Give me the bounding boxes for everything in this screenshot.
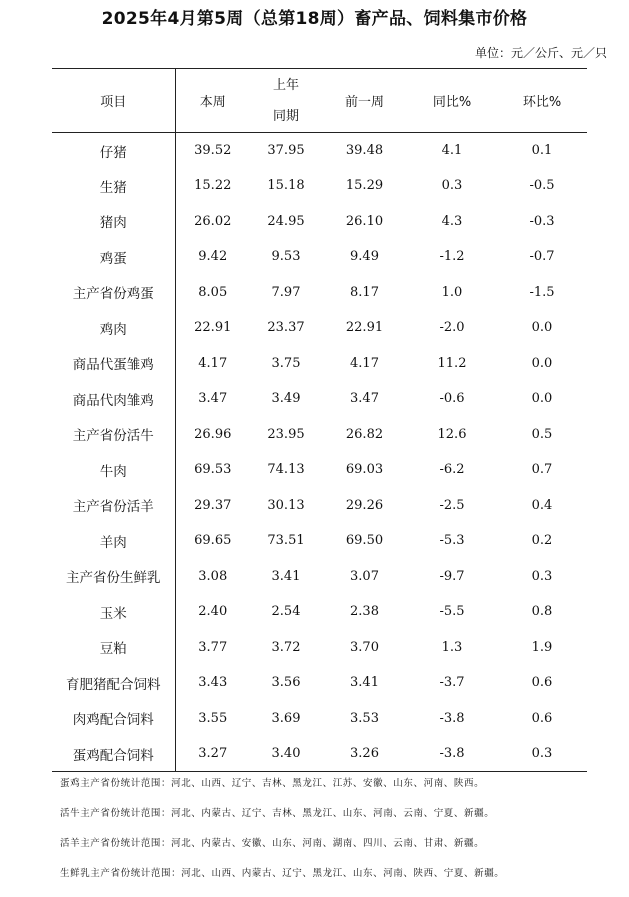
- cell-this-week: 9.42: [198, 249, 228, 265]
- cell-yoy: 12.6: [437, 426, 467, 442]
- cell-last-year: 73.51: [267, 533, 305, 549]
- cell-prev-week: 3.26: [322, 736, 407, 772]
- cell-wow: 0.3: [497, 736, 587, 772]
- cell-yoy: -3.8: [439, 710, 465, 726]
- cell-last-year: 15.18: [267, 178, 305, 194]
- cell-wow: 0.6: [531, 675, 553, 691]
- cell-wow: 0.1: [531, 143, 553, 158]
- cell-prev-week: 15.29: [345, 178, 384, 194]
- cell-wow: -1.5: [529, 284, 555, 300]
- table-row: [52, 133, 587, 169]
- cell-this-week: 2.40: [198, 604, 228, 620]
- footnote-cattle: 活牛主产省份统计范围：河北、内蒙古、辽宁、吉林、黑龙江、山东、河南、云南、宁夏、新疆。: [60, 808, 495, 819]
- row-item-name: 商品代肉雏鸡: [52, 381, 175, 417]
- table-row: [52, 168, 587, 204]
- table-row: [52, 346, 587, 382]
- row-item-name: 商品代蛋雏鸡: [52, 346, 175, 382]
- footnote-egg: 蛋鸡主产省份统计范围：河北、山西、辽宁、吉林、黑龙江、江苏、安徽、山东、河南、陕西。: [60, 778, 485, 789]
- row-item-name: 主产省份生鲜乳: [52, 559, 175, 595]
- cell-wow: 0.0: [531, 355, 553, 371]
- cell-prev-week: 39.48: [345, 143, 384, 158]
- row-item-name: 猪肉: [52, 204, 175, 240]
- cell-wow: -0.7: [529, 249, 555, 265]
- table-body: [52, 133, 587, 772]
- cell-this-week: 3.27: [175, 736, 250, 772]
- cell-last-year: 37.95: [267, 143, 305, 158]
- cell-last-year: 3.72: [271, 639, 301, 655]
- table-row: [52, 239, 587, 275]
- cell-last-year: 30.13: [267, 497, 305, 513]
- cell-wow: 0.6: [531, 710, 553, 726]
- footnote-milk: 生鲜乳主产省份统计范围：河北、山西、内蒙古、辽宁、黑龙江、山东、河南、陕西、宁夏、新疆。: [60, 868, 505, 879]
- cell-this-week: 8.05: [198, 284, 228, 300]
- cell-this-week: 29.37: [194, 497, 232, 513]
- cell-this-week: 69.53: [194, 462, 232, 478]
- cell-prev-week: 26.10: [345, 213, 384, 229]
- row-item-name: 鸡肉: [52, 310, 175, 346]
- cell-wow: 1.9: [531, 639, 553, 655]
- cell-this-week: 4.17: [198, 355, 228, 371]
- cell-prev-week: 8.17: [350, 284, 379, 300]
- cell-prev-week: 4.17: [350, 355, 379, 371]
- header-prev-week: 前一周: [322, 69, 407, 133]
- cell-last-year: 23.95: [267, 426, 305, 442]
- cell-yoy: -3.8: [407, 736, 497, 772]
- unit-label: 单位：元／公斤、元／只: [474, 46, 607, 60]
- cell-yoy: -3.7: [439, 675, 465, 691]
- cell-prev-week: 9.49: [350, 249, 379, 265]
- cell-this-week: 3.55: [198, 710, 228, 726]
- price-table-container: [52, 68, 587, 772]
- header-last-year-line2: 同期: [272, 108, 299, 124]
- cell-yoy: -2.0: [439, 320, 465, 336]
- header-last-year-line1: 上年: [272, 77, 299, 93]
- table-row: [52, 452, 587, 488]
- cell-this-week: 3.43: [198, 675, 228, 691]
- cell-wow: 0.5: [531, 426, 553, 442]
- header-last-year: [250, 69, 322, 133]
- row-item-name: 蛋鸡配合饲料: [52, 736, 175, 772]
- cell-this-week: 26.96: [194, 426, 232, 442]
- table-row: [52, 594, 587, 630]
- header-wow: 环比%: [497, 69, 587, 133]
- cell-this-week: 22.91: [194, 320, 232, 336]
- footnote-sheep: 活羊主产省份统计范围：河北、内蒙古、安徽、山东、河南、湖南、四川、云南、甘肃、新疆。: [60, 838, 485, 849]
- cell-yoy: 11.2: [437, 355, 467, 371]
- cell-this-week: 3.77: [198, 639, 228, 655]
- cell-last-year: 9.53: [271, 249, 301, 265]
- cell-this-week: 26.02: [194, 213, 232, 229]
- row-item-name: 玉米: [52, 594, 175, 630]
- cell-last-year: 24.95: [267, 213, 305, 229]
- row-item-name: 主产省份鸡蛋: [52, 275, 175, 311]
- row-item-name: 主产省份活牛: [52, 417, 175, 453]
- cell-wow: 0.0: [531, 391, 553, 407]
- cell-last-year: 23.37: [267, 320, 305, 336]
- cell-last-year: 3.75: [271, 355, 301, 371]
- row-item-name: 羊肉: [52, 523, 175, 559]
- cell-yoy: 4.3: [441, 213, 463, 229]
- cell-yoy: -9.7: [439, 568, 465, 584]
- table-row: [52, 310, 587, 346]
- cell-prev-week: 29.26: [345, 497, 384, 513]
- cell-this-week: 69.65: [194, 533, 232, 549]
- cell-yoy: 0.3: [441, 178, 463, 194]
- header-this-week: 本周: [175, 69, 250, 133]
- cell-prev-week: 26.82: [345, 426, 384, 442]
- cell-wow: -0.5: [529, 178, 555, 194]
- row-item-name: 育肥猪配合饲料: [52, 665, 175, 701]
- row-item-name: 生猪: [52, 168, 175, 204]
- table-row: [52, 204, 587, 240]
- cell-wow: 0.4: [531, 497, 553, 513]
- cell-last-year: 3.41: [271, 568, 301, 584]
- cell-yoy: 4.1: [441, 143, 463, 158]
- header-yoy: 同比%: [407, 69, 497, 133]
- cell-last-year: 7.97: [271, 284, 301, 300]
- cell-yoy: -2.5: [439, 497, 465, 513]
- cell-last-year: 3.69: [271, 710, 301, 726]
- cell-yoy: 1.0: [441, 284, 463, 300]
- row-item-name: 鸡蛋: [52, 239, 175, 275]
- cell-last-year: 3.56: [271, 675, 301, 691]
- cell-this-week: 3.08: [198, 568, 228, 584]
- cell-this-week: 3.47: [198, 391, 228, 407]
- price-table: [52, 68, 587, 772]
- table-row: [52, 381, 587, 417]
- table-row: [52, 736, 587, 772]
- cell-prev-week: 2.38: [350, 604, 379, 620]
- cell-last-year: 3.49: [271, 391, 301, 407]
- cell-last-year: 2.54: [271, 604, 301, 620]
- cell-prev-week: 22.91: [345, 320, 384, 336]
- table-header: [52, 69, 587, 133]
- row-item-name: 肉鸡配合饲料: [52, 701, 175, 737]
- cell-this-week: 39.52: [194, 143, 232, 158]
- cell-wow: 0.3: [531, 568, 553, 584]
- cell-prev-week: 3.53: [350, 710, 379, 726]
- page-title: 2025年4月第5周（总第18周）畜产品、饲料集市价格: [101, 9, 528, 29]
- cell-yoy: -5.5: [439, 604, 465, 620]
- header-item: 项目: [52, 69, 175, 133]
- cell-wow: -0.3: [529, 213, 555, 229]
- cell-prev-week: 3.47: [350, 391, 379, 407]
- cell-prev-week: 69.50: [345, 533, 384, 549]
- cell-yoy: -1.2: [439, 249, 465, 265]
- cell-last-year: 3.40: [250, 736, 322, 772]
- cell-wow: 0.0: [531, 320, 553, 336]
- table-row: [52, 523, 587, 559]
- cell-yoy: -0.6: [439, 391, 465, 407]
- cell-prev-week: 3.07: [350, 568, 379, 584]
- table-row: [52, 559, 587, 595]
- cell-yoy: -6.2: [439, 462, 465, 478]
- table-row: [52, 630, 587, 666]
- cell-prev-week: 3.41: [350, 675, 379, 691]
- row-item-name: 牛肉: [52, 452, 175, 488]
- table-row: [52, 665, 587, 701]
- cell-yoy: 1.3: [441, 639, 463, 655]
- footnotes: [60, 777, 504, 897]
- table-row: [52, 417, 587, 453]
- cell-last-year: 74.13: [267, 462, 305, 478]
- row-item-name: 主产省份活羊: [52, 488, 175, 524]
- table-row: [52, 275, 587, 311]
- table-row: [52, 701, 587, 737]
- cell-wow: 0.7: [531, 462, 553, 478]
- cell-prev-week: 3.70: [350, 639, 379, 655]
- cell-yoy: -5.3: [439, 533, 465, 549]
- cell-wow: 0.8: [531, 604, 553, 620]
- table-row: [52, 488, 587, 524]
- cell-wow: 0.2: [531, 533, 553, 549]
- row-item-name: 豆粕: [52, 630, 175, 666]
- row-item-name: 仔猪: [52, 133, 175, 169]
- header-row: [52, 69, 587, 133]
- cell-this-week: 15.22: [194, 178, 232, 194]
- cell-prev-week: 69.03: [345, 462, 384, 478]
